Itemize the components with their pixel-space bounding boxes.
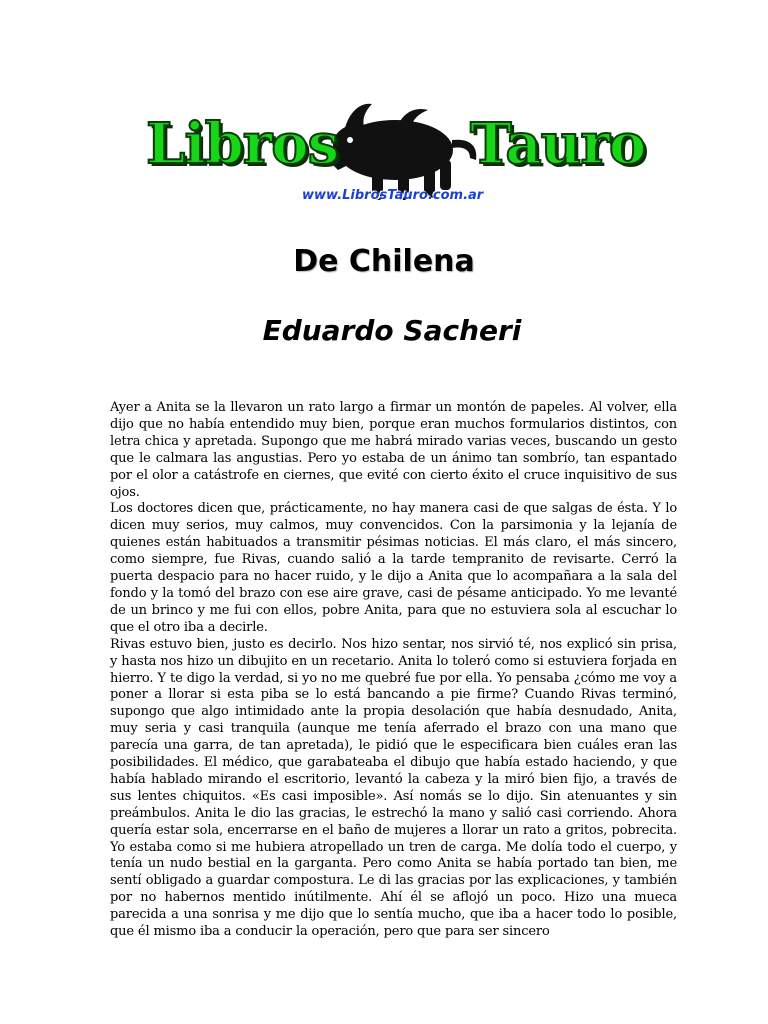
logo-url: www.LibrosTauro.com.ar (302, 188, 484, 203)
paragraph: Ayer a Anita se la llevaron un rato largo a firmar un montón de papeles. Al volver, ella dijo que no había entendido muy bien, porque eran muchos formularios distintos, con letra chica y apretada. Supongo que me habrá mirado varias veces, buscando un gesto que le calmara las angustias. Pero yo estaba de un ánimo tan sombrío, tan espantado por el olor a catástrofe en ciernes, que evité con cierto éxito el cruce inquisitivo de sus ojos. (110, 400, 677, 500)
paragraph: Rivas estuvo bien, justo es decirlo. Nos hizo sentar, nos sirvió té, nos explicó sin prisa, y hasta nos hizo un dibujito en un recetario. Anita lo toleró como si estuviera forjada en hierro. Y te digo la verdad, si yo no me quebré fue por ella. Yo pensaba ¿cómo me voy a poner a llorar si esta piba se lo está bancando a pie firme? Cuando Rivas terminó, supongo que algo intimidado ante la propia desolación que había desnudado, Anita, muy seria y casi tranquila (aunque me tenía aferrado el brazo con una mano que parecía una garra, de tan apretada), le pidió que le especificara bien cuáles eran las posibilidades. El médico, que garabateaba el dibujo que había estado haciendo, y que había hablado mirando el escritorio, levantó la cabeza y la miró bien fijo, a través de sus lentes chiquitos. «Es casi imposible». Así nomás se lo dijo. Sin atenuantes y sin preámbulos. Anita le dio las gracias, le estrechó la mano y salió casi corriendo. Ahora quería estar sola, encerrarse en el baño de mujeres a llorar un rato a gritos, pobrecita. Yo estaba como si me hubiera atropellado un tren de carga. Me dolía todo el cuerpo, y tenía un nudo bestial en la garganta. Pero como Anita se había portado tan bien, me sentí obligado a guardar compostura. Le di las gracias por las explicaciones, y también por no habernos mentido inútilmente. Ahí él se aflojó un poco. Hizo una mueca parecida a una sonrisa y me dijo que lo sentía mucho, que iba a hacer todo lo posible, que él mismo iba a conducir la operación, pero que para ser sincero (110, 636, 677, 940)
logo-word-tauro: Tauro (470, 111, 646, 177)
paragraph: Los doctores dicen que, prácticamente, no hay manera casi de que salgas de ésta. Y lo dicen muy serios, muy calmos, muy convencidos. Con la parsimonia y la lejanía de quienes están habituados a transmitir pésimas noticias. El más claro, el más sincero, como siempre, fue Rivas, cuando salió a la tarde tempranito de revisarte. Cerró la puerta despacio para no hacer ruido, y le dijo a Anita que lo acompañara a la sala del fondo y la tomó del brazo con ese aire grave, casi de pésame anticipado. Yo me levanté de un brinco y me fui con ellos, pobre Anita, para que no estuviera sola al escuchar lo que el otro iba a decirle. (110, 501, 677, 635)
logo-word-libros: Libros (146, 111, 339, 177)
libros-tauro-logo (140, 100, 646, 212)
story-text (110, 400, 677, 941)
book-title: De Chilena (293, 244, 475, 279)
book-author: Eduardo Sacheri (262, 314, 522, 347)
